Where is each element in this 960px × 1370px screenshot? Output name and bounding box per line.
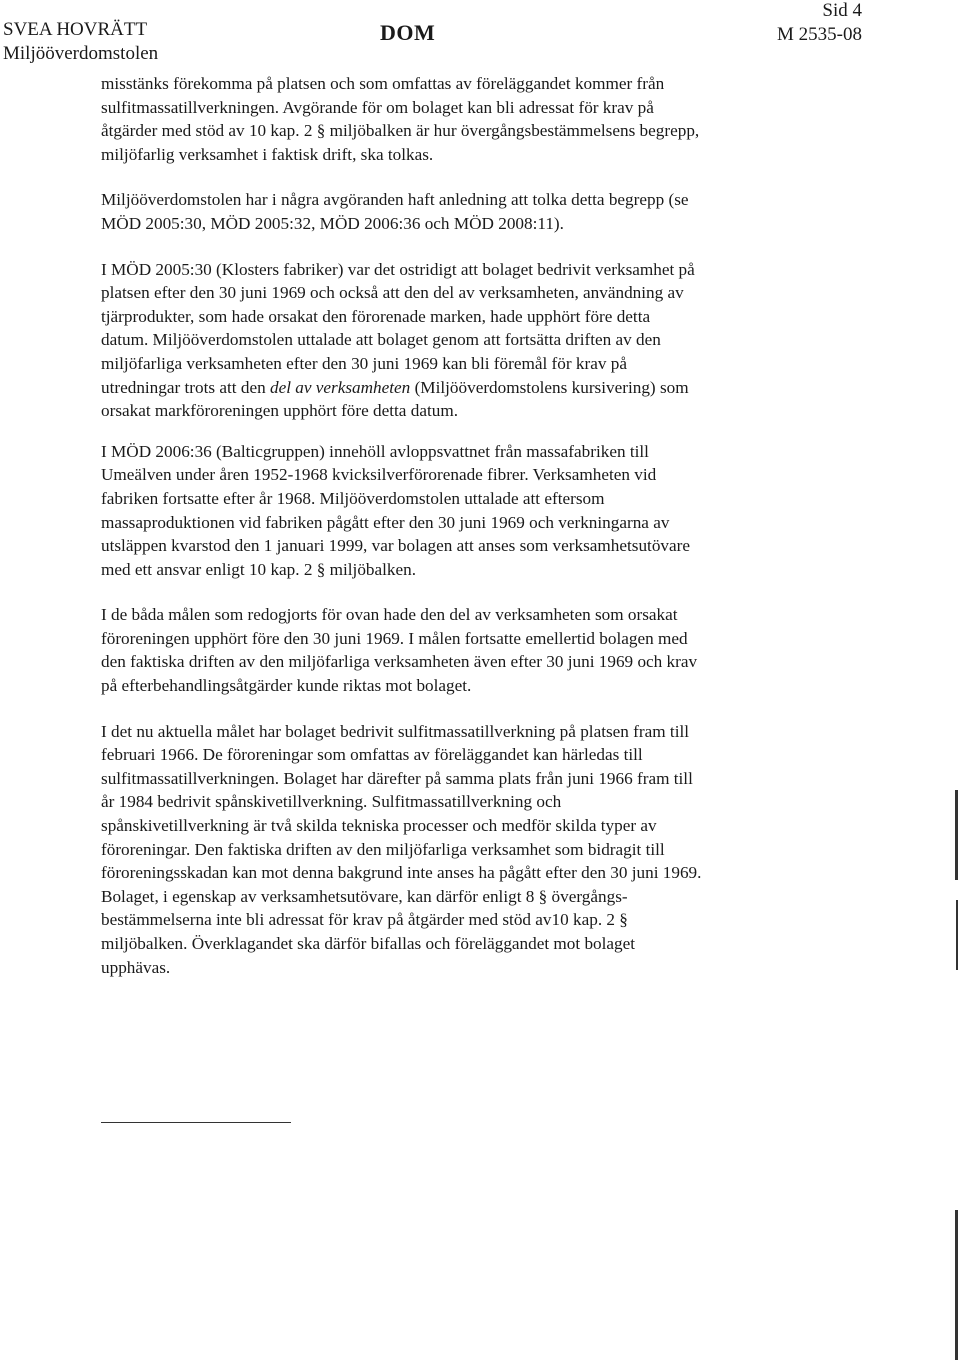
text-line: sulfitmassatillverkningen. Avgörande för om bolaget kan bli adressat för krav på <box>101 97 654 117</box>
scan-artifact <box>955 1210 958 1360</box>
division-name: Miljööverdomstolen <box>3 43 159 64</box>
text-line: åtgärder med stöd av 10 kap. 2 § miljöbalken är hur övergångsbestämmelsens begrepp, <box>101 121 700 141</box>
document-body <box>101 72 861 1001</box>
text-line: miljöbalken. Överklagandet ska därför bifallas och föreläggandet mot bolaget <box>101 934 636 953</box>
case-number: M 2535-08 <box>777 24 862 45</box>
text-line: sulfitmassatillverkningen. Bolaget har därefter på samma plats från juni 1966 fram till <box>101 768 693 788</box>
text-line: misstänks förekomma på platsen och som omfattas av föreläggandet kommer från <box>101 74 665 93</box>
header-left <box>3 18 158 66</box>
text-line: MÖD 2005:30, MÖD 2005:32, MÖD 2006:36 och MÖD 2008:11). <box>101 213 564 233</box>
text-line: miljöfarliga verksamheten efter den 30 juni 1969 kan bli föremål för krav på <box>101 353 627 373</box>
text-line: den faktiska driften av den miljöfarliga verksamheten även efter 30 juni 1969 och krav <box>101 652 698 672</box>
scan-artifact <box>956 900 958 970</box>
text-line: utsläppen kvarstod den 1 januari 1999, var bolagen att anses som verksamhetsutövare <box>101 536 690 556</box>
text-line: miljöfarlig verksamhet i faktisk drift, ska tolkas. <box>101 144 434 164</box>
text-line: på efterbehandlingsåtgärder kunde riktas mot bolaget. <box>101 676 472 696</box>
footnote-separator <box>101 1122 291 1123</box>
text-line: bestämmelserna inte bli adressat för krav på åtgärder med stöd av10 kap. 2 § <box>101 910 628 930</box>
text-line: tjärprodukter, som hade orsakat den förorenade marken, hade upphört före detta <box>101 306 651 326</box>
paragraph <box>101 258 861 423</box>
text-line: år 1984 bedrivit spånskivetillverkning. Sulfitmassatillverkning och <box>101 792 562 812</box>
paragraph <box>101 72 861 166</box>
text-line: massaproduktionen vid fabriken pågått efter den 30 juni 1969 och verkningarna av <box>101 512 670 532</box>
text-line: datum. Miljööverdomstolen uttalade att bolaget genom att fortsätta driften av den <box>101 330 661 350</box>
text-line: platsen efter den 30 juni 1969 och också att den del av verksamheten, användning av <box>101 283 684 303</box>
text-line: upphävas. <box>101 957 171 977</box>
text-line: I MÖD 2005:30 (Klosters fabriker) var det ostridigt att bolaget bedrivit verksamhet på <box>101 259 695 279</box>
text-line: I de båda målen som redogjorts för ovan hade den del av verksamheten som orsakat <box>101 605 678 625</box>
paragraph <box>101 720 861 980</box>
court-name: SVEA HOVRÄTT <box>3 19 148 40</box>
text-line: föroreningar. Den faktiska driften av den miljöfarliga verksamhet som bidragit till <box>101 839 665 859</box>
italic-text: del av verksamheten <box>269 377 411 397</box>
text-line: orsakat markföroreningen upphört före detta datum. <box>101 401 458 421</box>
text-line: Umeälven under åren 1952-1968 kvicksilverförorenade fibrer. Verksamheten vid <box>101 465 657 485</box>
page-number: Sid 4 <box>822 0 862 21</box>
paragraph <box>101 603 861 697</box>
text-line: fabriken fortsatte efter år 1968. Miljööverdomstolen uttalade att eftersom <box>101 488 605 508</box>
paragraph <box>101 188 861 235</box>
paragraph <box>101 440 861 582</box>
text-line: spånskivetillverkning är två skilda tekniska processer och medför skilda typer av <box>101 816 657 836</box>
text-line: Bolaget, i egenskap av verksamhetsutövare, kan därför enligt 8 § övergångs- <box>101 886 628 906</box>
text-line: Miljööverdomstolen har i några avgöranden haft anledning att tolka detta begrepp (se <box>101 190 689 210</box>
scan-artifact <box>955 790 958 880</box>
text-line: I MÖD 2006:36 (Balticgruppen) innehöll avloppsvattnet från massafabriken till <box>101 441 649 461</box>
text-line: februari 1966. De föroreningar som omfattas av föreläggandet kan härledas till <box>101 745 643 765</box>
text-line: med ett ansvar enligt 10 kap. 2 § miljöbalken. <box>101 559 417 579</box>
text-line: I det nu aktuella målet har bolaget bedrivit sulfitmassatillverkning på platsen fram till <box>101 721 690 741</box>
document-type: DOM <box>380 20 436 45</box>
text-line: utredningar trots att den del av verksamheten (Miljööverdomstolens kursivering) som <box>101 377 689 397</box>
text-line: föroreningen upphört före den 30 juni 1969. I målen fortsatte emellertid bolagen med <box>101 628 688 648</box>
text-line: föroreningsskadan kan mot denna bakgrund inte anses ha pågått efter den 30 juni 1969. <box>101 863 702 883</box>
